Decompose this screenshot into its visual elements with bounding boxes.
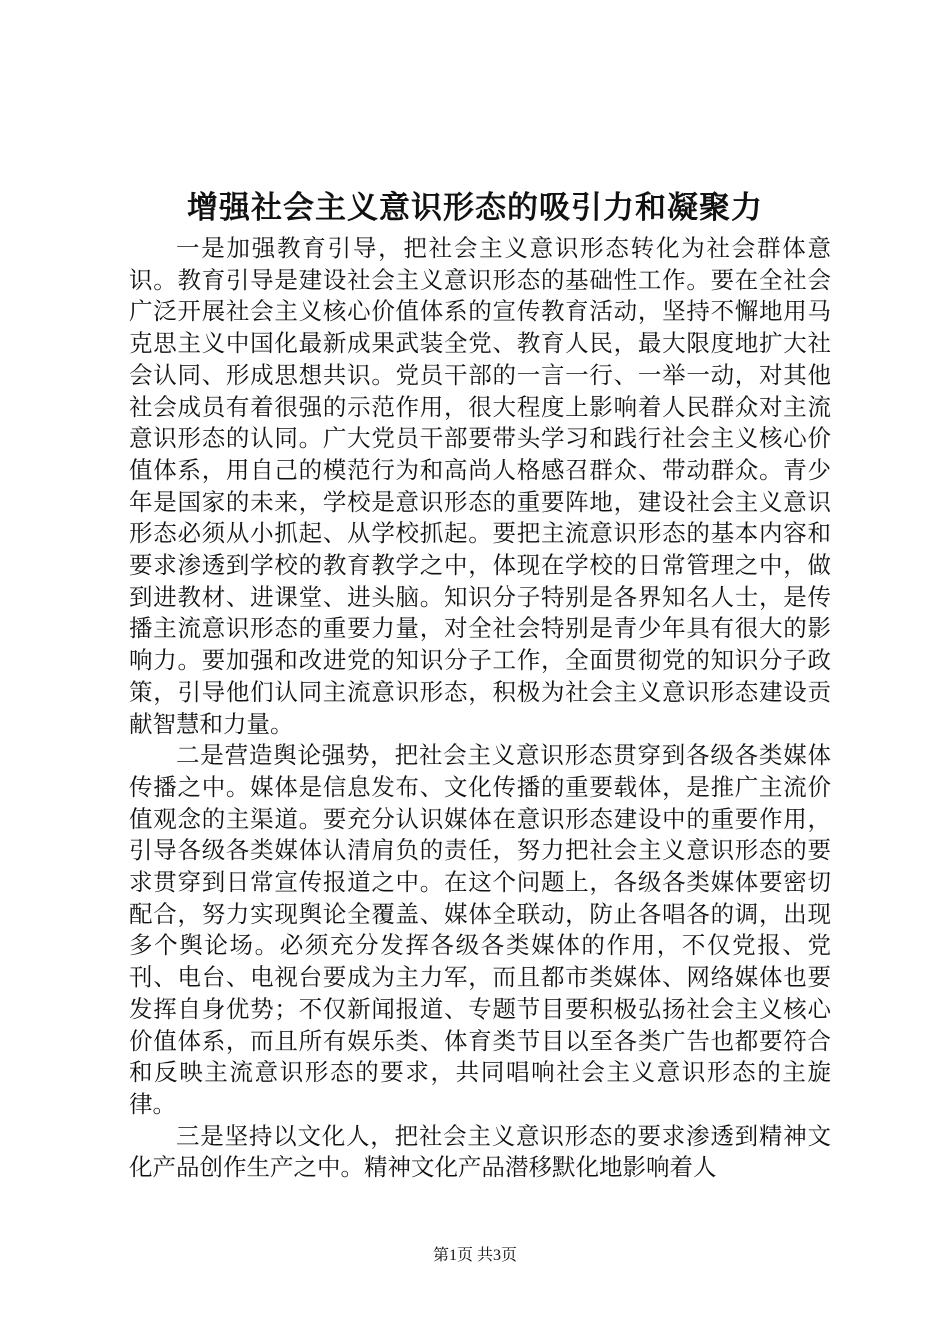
document-body [129,233,831,1184]
paragraph-1: 一是加强教育引导，把社会主义意识形态转化为社会群体意识。教育引导是建设社会主义意识形态的基础性工作。要在全社会广泛开展社会主义核心价值体系的宣传教育活动，坚持不懈地用马克思主义中国化最新成果武装全党、教育人民，最大限度地扩大社会认同、形成思想共识。党员干部的一言一行、一举一动，对其他社会成员有着很强的示范作用，很大程度上影响着人民群众对主流意识形态的认同。广大党员干部要带头学习和践行社会主义核心价值体系，用自己的模范行为和高尚人格感召群众、带动群众。青少年是国家的未来，学校是意识形态的重要阵地，建设社会主义意识形态必须从小抓起、从学校抓起。要把主流意识形态的基本内容和要求渗透到学校的教育教学之中，体现在学校的日常管理之中，做到进教材、进课堂、进头脑。知识分子特别是各界知名人士，是传播主流意识形态的重要力量，对全社会特别是青少年具有很大的影响力。要加强和改进党的知识分子工作，全面贯彻党的知识分子政策，引导他们认同主流意识形态，积极为社会主义意识形态建设贡献智慧和力量。 [129,234,831,738]
document-title: 增强社会主义意识形态的吸引力和凝聚力 [187,190,763,226]
paragraph-2: 二是营造舆论强势，把社会主义意识形态贯穿到各级各类媒体传播之中。媒体是信息发布、文化传播的重要载体，是推广主流价值观念的主渠道。要充分认识媒体在意识形态建设中的重要作用，引导各级各类媒体认清肩负的责任，努力把社会主义意识形态的要求贯穿到日常宣传报道之中。在这个问题上，各级各类媒体要密切配合，努力实现舆论全覆盖、媒体全联动，防止各唱各的调，出现多个舆论场。必须充分发挥各级各类媒体的作用，不仅党报、党刊、电台、电视台要成为主力军，而且都市类媒体、网络媒体也要发挥自身优势；不仅新闻报道、专题节目要积极弘扬社会主义核心价值体系，而且所有娱乐类、体育类节目以至各类广告也都要符合和反映主流意识形态的要求，共同唱响社会主义意识形态的主旋律。 [129,741,831,1118]
paragraph-3: 三是坚持以文化人，把社会主义意识形态的要求渗透到精神文化产品创作生产之中。精神文化产品潜移默化地影响着人 [129,1121,831,1182]
page-number-footer: 第1页 共3页 [432,1247,517,1264]
